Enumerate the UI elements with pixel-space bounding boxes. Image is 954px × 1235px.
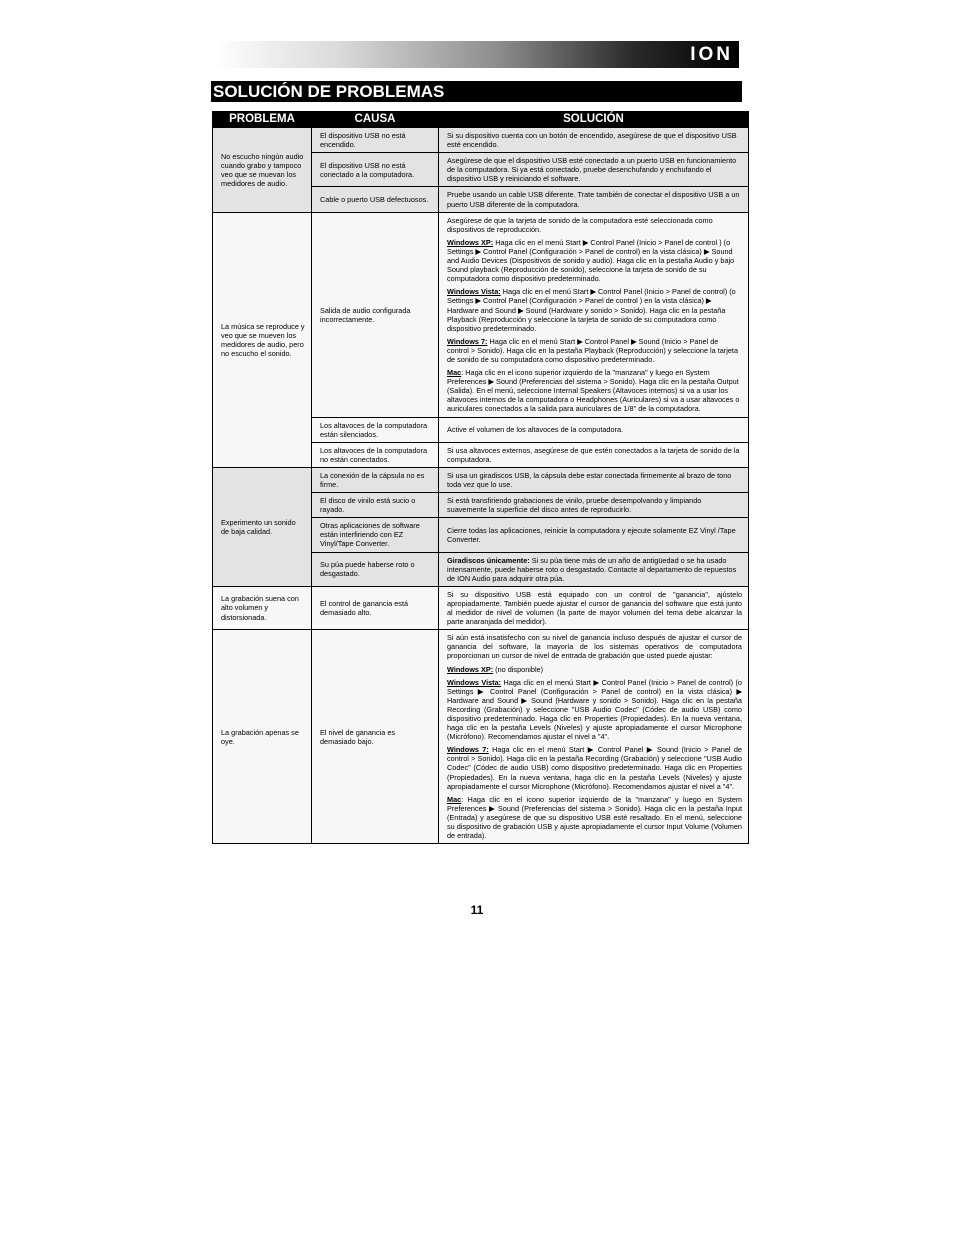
page-title: SOLUCIÓN DE PROBLEMAS (211, 81, 742, 102)
header-problem: PROBLEMA (213, 112, 312, 128)
problem-cell: La grabación apenas se oye. (213, 630, 312, 844)
cause-cell: La conexión de la cápsula no es firme. (312, 467, 439, 492)
cause-cell: El disco de vinilo está sucio o rayado. (312, 493, 439, 518)
table-header-row (213, 112, 749, 128)
ion-logo: ION (690, 44, 733, 65)
solution-cell (439, 212, 749, 417)
header-gradient-bar (213, 41, 739, 68)
solution-cell: Si su dispositivo cuenta con un botón de encendido, asegúrese de que el dispositivo USB esté encendido. (439, 128, 749, 153)
header-solution: SOLUCIÓN (439, 112, 749, 128)
cause-cell: El dispositivo USB no está conectado a la computadora. (312, 153, 439, 187)
solution-cell: Pruebe usando un cable USB diferente. Trate también de conectar el dispositivo USB a un puerto USB diferente de la computadora. (439, 187, 749, 212)
solution-xp: Windows XP: (no disponible) (447, 664, 544, 674)
problem-cell: Experimento un sonido de baja calidad. (213, 467, 312, 586)
table-row (213, 128, 749, 153)
table-row (213, 630, 749, 844)
table-row (213, 212, 749, 417)
solution-cell: Si usa altavoces externos, asegúrese de que estén conectados a la tarjeta de sonido de la computadora. (439, 442, 749, 467)
solution-xp: Windows XP: Haga clic en el menú Start ▶ Control Panel (Inicio > Panel de control ) (o Settings ▶ Control Panel (Configuración > Panel de control) en la vista clásica) ▶ Sound and Audio Devices (Dispositivos de sonido y audio). Haga clic en la pestaña Audio y bajo Sound playback (Reproducción de sonido), seleccione la tarjeta de sonido de su computadora como dispositivo predeterminado. (447, 237, 735, 284)
solution-cell: Giradiscos únicamente: Si su púa tiene más de un año de antigüedad o se ha usado intensamente, puede haberse roto o desgastado. Contacte al departamento de repuestos de ION Audio para adquirir otra púa. (439, 552, 749, 586)
problem-cell: La música se reproduce y veo que se mueven los medidores de audio, pero no escucho el sonido. (213, 212, 312, 467)
solution-win7: Windows 7: Haga clic en el menú Start ▶ Control Panel ▶ Sound (Inicio > Panel de control > Sonido). Haga clic en la pestaña Recording (Grabación) y seleccione "USB Audio Codec" (Códec de audio USB) como dispositivo predeterminado. Haga clic en Properties (Propiedades). En la nueva ventana, haga clic en la pestaña Levels (Niveles) y ajuste apropiadamente el cursor Microphone (Micrófono). Recomendamos ajustar el nivel a "4". (447, 745, 742, 791)
solution-cell: Asegúrese de que el dispositivo USB esté conectado a un puerto USB en funcionamiento de la computadora. Si ya está conectado, pruebe desenchufando y enchufando el dispositivo USB y reiniciando el software. (439, 153, 749, 187)
cause-cell: Los altavoces de la computadora están silenciados. (312, 417, 439, 442)
solution-win7: Windows 7: Haga clic en el menú Start ▶ Control Panel ▶ Sound (Inicio > Panel de control > Sonido). Haga clic en la pestaña Playback (Reproducción) y seleccione la tarjeta de sonido de su computadora como dispositivo predeterminado. (447, 336, 739, 364)
solution-mac: Mac: Haga clic en el icono superior izquierdo de la "manzana" y luego en System Preferences ▶ Sound (Preferencias del sistema > Sonido). Haga clic en la pestaña Input (Entrada) y asegúrese de que su dispositivo USB esté resaltado. En el menú, seleccione su dispositivo de grabación USB y ajuste apropiadamente el cursor Input Volume (Volumen de entrada). (447, 794, 742, 841)
problem-cell: La grabación suena con alto volumen y distorsionada. (213, 586, 312, 629)
cause-cell: Los altavoces de la computadora no están conectados. (312, 442, 439, 467)
cause-cell: El control de ganancia está demasiado alto. (312, 586, 439, 629)
solution-cell: Si está transfiriendo grabaciones de vinilo, pruebe desempolvando y limpiando suavemente la superficie del disco antes de reproducirlo. (439, 493, 749, 518)
solution-intro: Asegúrese de que la tarjeta de sonido de la computadora esté seleccionada como dispositivos de reproducción. (447, 215, 713, 234)
cause-cell: Su púa puede haberse roto o desgastado. (312, 552, 439, 586)
troubleshooting-table (212, 111, 749, 844)
solution-cell: Si su dispositivo USB está equipado con un control de "ganancia", ajústelo apropiadamente. También puede ajustar el cursor de ganancia del software que está junto al medidor de nivel de volumen (la parte de mayor volumen del tema debe alcanzar la parte anaranjada del medidor). (439, 586, 749, 629)
table-row (213, 467, 749, 492)
solution-cell (439, 630, 749, 844)
solution-vista: Windows Vista: Haga clic en el menú Start ▶ Control Panel (Inicio > Panel de control) (o Settings ▶ Control Panel (Configuración > Panel de control ) en la vista clásica) ▶ Hardware and Sound ▶ Sound (Hardware y sonido > Sonido). Haga clic en la pestaña Playback (Reproducción y seleccione la tarjeta de sonido de su computadora como dispositivo predeterminado. (447, 287, 736, 333)
cause-cell: Cable o puerto USB defectuosos. (312, 187, 439, 212)
solution-intro: Si aún está insatisfecho con su nivel de ganancia incluso después de ajustar el cursor de ganancia del software, la mayoría de los sistemas operativos de computadora proporcionan un cursor de nivel de entrada de grabación que usted puede ajustar: (447, 633, 742, 661)
cause-cell: El nivel de ganancia es demasiado bajo. (312, 630, 439, 844)
problem-cell: No escucho ningún audio cuando grabo y tampoco veo que se muevan los medidores de audio. (213, 128, 312, 213)
cause-cell: Otras aplicaciones de software están interfiriendo con EZ Vinyl/Tape Converter. (312, 518, 439, 552)
solution-cell: Cierre todas las aplicaciones, reinicie la computadora y ejecute solamente EZ Vinyl /Tape Converter. (439, 518, 749, 552)
cause-cell: Salida de audio configurada incorrectamente. (312, 212, 439, 417)
solution-vista: Windows Vista: Haga clic en el menú Start ▶ Control Panel (Inicio > Panel de control) (o Settings ▶ Control Panel (Configuración > Panel de control) en la vista clásica) ▶ Hardware and Sound ▶ Sound (Hardware y sonido > Sonido). Haga clic en la pestaña Recording (Grabación) y seleccione "USB Audio Codec" (Códec de audio USB) como dispositivo predeterminado. Haga clic en Properties (Propiedades). En la nueva ventana, haga clic en la pestaña Levels (Niveles) y ajuste apropiadamente el cursor Microphone (Micrófono). Recomendamos ajustar el nivel a "4". (447, 677, 742, 742)
table-row (213, 586, 749, 629)
page-number: 11 (470, 903, 484, 917)
solution-cell: Active el volumen de los altavoces de la computadora. (439, 417, 749, 442)
solution-mac: Mac: Haga clic en el icono superior izquierdo de la "manzana" y luego en System Preferences ▶ Sound (Preferencias del sistema > Sonido). Haga clic en la pestaña Output (Salida). En el menú, seleccione Internal Speakers (Altavoces internos) si va a usar los altavoces internos de la computadora o Headphones (Auriculares) si va a usar altavoces o auriculares conectados a la salida para auriculares de 1/8" de la computadora. (447, 368, 740, 414)
cause-cell: El dispositivo USB no está encendido. (312, 128, 439, 153)
solution-cell: Si usa un giradiscos USB, la cápsula debe estar conectada firmemente al brazo de tono toda vez que lo use. (439, 467, 749, 492)
header-cause: CAUSA (312, 112, 439, 128)
